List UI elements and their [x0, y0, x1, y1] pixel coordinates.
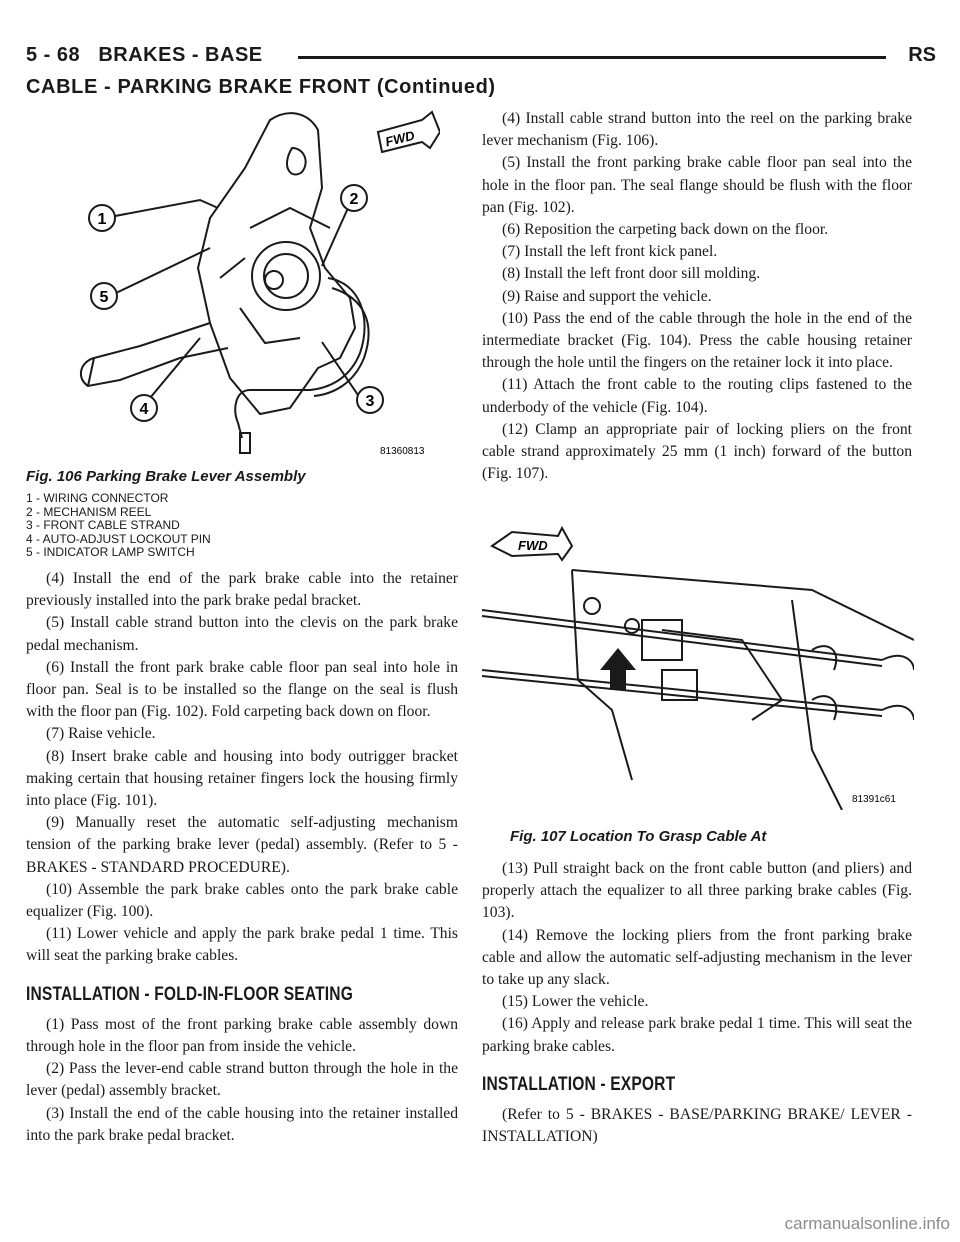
step-paragraph: (4) Install cable strand button into the reel on the parking brake lever mechanism (Fig. 106).: [482, 110, 912, 150]
export-text: (Refer to 5 - BRAKES - BASE/PARKING BRAKE/ LEVER - INSTALLATION): [482, 1106, 912, 1146]
fig106-legend: [26, 492, 211, 560]
fig106-callout-1: 1: [97, 211, 107, 228]
step-paragraph: (6) Install the front park brake cable floor pan seal into hole in floor pan. Seal is to be installed so the flange on the seal is flush with the floor pan (Fig. 102). Fold carpeting back down on floor.: [26, 658, 458, 721]
figure-107: [482, 520, 914, 810]
fig107-fwd-label: FWD: [518, 538, 548, 553]
step-paragraph: (7) Raise vehicle.: [46, 725, 156, 743]
cable-grasp-location-illustration: [482, 520, 914, 810]
fig107-caption: Fig. 107 Location To Grasp Cable At: [510, 828, 767, 845]
fig106-callout-5: 5: [99, 289, 109, 306]
fig106-code: 81360813: [380, 446, 425, 457]
step-paragraph: (12) Clamp an appropriate pair of locking pliers on the front cable strand approximately 25 mm (1 inch) forward of the button (Fig. 107).: [482, 420, 912, 483]
step-paragraph: (7) Install the left front kick panel.: [502, 243, 718, 261]
figure-106: [60, 108, 440, 463]
legend-item: 2 - MECHANISM REEL: [26, 504, 152, 519]
step-paragraph: (11) Attach the front cable to the routing clips fastened to the underbody of the vehicle (Fig. 104).: [482, 376, 912, 416]
step-paragraph: (11) Lower vehicle and apply the park brake pedal 1 time. This will seat the parking brake cables.: [26, 925, 458, 965]
right-column-bottom: [482, 858, 912, 1148]
step-paragraph: (3) Install the end of the cable housing into the retainer installed into the park brake pedal bracket.: [26, 1104, 458, 1144]
step-paragraph: (8) Install the left front door sill molding.: [502, 265, 761, 283]
fig106-fwd-label: FWD: [383, 127, 417, 150]
step-paragraph: (9) Manually reset the automatic self-adjusting mechanism tension of the parking brake lever (pedal) assembly. (Refer to 5 - BRAKES - STANDARD PROCEDURE).: [26, 814, 458, 876]
export-heading: INSTALLATION - EXPORT: [482, 1073, 676, 1095]
right-column-top: [482, 108, 912, 485]
grasp-arrow-icon: [600, 648, 636, 690]
section-title: CABLE - PARKING BRAKE FRONT (Continued): [26, 76, 496, 98]
page-header: [26, 44, 936, 72]
fig106-caption: Fig. 106 Parking Brake Lever Assembly: [26, 468, 306, 485]
step-paragraph: (14) Remove the locking pliers from the front parking brake cable and allow the automatic self-adjusting mechanism in the lever to take up any slack.: [482, 926, 912, 989]
step-paragraph: (4) Install the end of the park brake cable into the retainer previously installed into the park brake pedal bracket.: [26, 570, 458, 610]
step-paragraph: (5) Install cable strand button into the clevis on the park brake pedal mechanism.: [26, 614, 458, 654]
fold-in-floor-heading: INSTALLATION - FOLD-IN-FLOOR SEATING: [26, 983, 353, 1005]
step-paragraph: (6) Reposition the carpeting back down on the floor.: [502, 221, 829, 239]
fig106-callout-3: 3: [365, 393, 375, 410]
parking-brake-lever-illustration: [60, 108, 440, 463]
step-paragraph: (13) Pull straight back on the front cable button (and pliers) and properly attach the equalizer to all three parking brake cables (Fig. 103).: [482, 860, 912, 922]
header-section: BRAKES - BASE: [98, 44, 263, 66]
legend-item: 4 - AUTO-ADJUST LOCKOUT PIN: [26, 531, 211, 546]
watermark: carmanualsonline.info: [784, 1214, 950, 1233]
header-left: [26, 44, 263, 67]
step-paragraph: (8) Insert brake cable and housing into body outrigger bracket making certain that housing retainer fingers lock the housing firmly into place (Fig. 101).: [26, 747, 458, 810]
fig106-callout-2: 2: [349, 191, 359, 208]
step-paragraph: (9) Raise and support the vehicle.: [502, 287, 712, 305]
step-paragraph: (16) Apply and release park brake pedal 1 time. This will seat the parking brake cables.: [482, 1015, 912, 1055]
fig107-code: 81391c61: [852, 794, 896, 805]
legend-item: 3 - FRONT CABLE STRAND: [26, 518, 180, 533]
header-model: RS: [908, 44, 936, 66]
step-paragraph: (2) Pass the lever-end cable strand button through the hole in the lever (pedal) assembly bracket.: [26, 1060, 458, 1100]
step-paragraph: (15) Lower the vehicle.: [502, 993, 649, 1011]
left-column: [26, 568, 458, 1147]
step-paragraph: (1) Pass most of the front parking brake cable assembly down through hole in the floor pan from inside the vehicle.: [26, 1015, 458, 1056]
fig106-callout-4: 4: [139, 401, 149, 418]
legend-item: 1 - WIRING CONNECTOR: [26, 491, 169, 505]
header-rule: [298, 56, 886, 59]
fwd-arrow-icon: [378, 112, 440, 152]
fwd-arrow-icon: [492, 528, 572, 560]
step-paragraph: (10) Assemble the park brake cables onto the park brake cable equalizer (Fig. 100).: [26, 880, 458, 921]
page-number: 5 - 68: [26, 44, 81, 66]
step-paragraph: (5) Install the front parking brake cable floor pan seal into the hole in the floor pan. The seal flange should be flush with the floor pan (Fig. 102).: [482, 154, 912, 216]
step-paragraph: (10) Pass the end of the cable through the hole in the end of the intermediate bracket (Fig. 104). Press the cable housing retainer through the hole until the fingers on the retainer lock it into place.: [482, 309, 912, 372]
legend-item: 5 - INDICATOR LAMP SWITCH: [26, 545, 195, 560]
